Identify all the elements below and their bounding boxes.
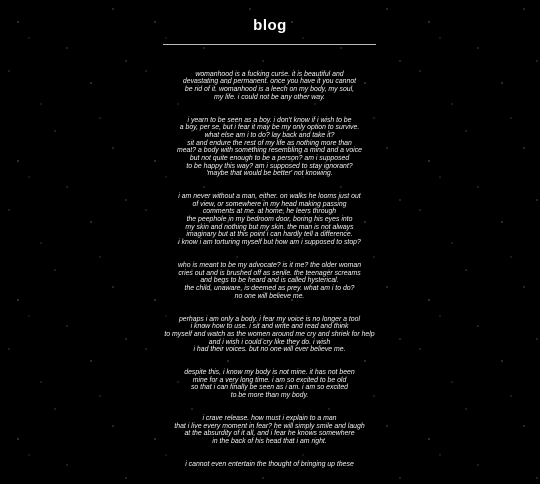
post-paragraph: i cannot even entertain the thought of bringing up these xyxy=(185,461,354,469)
post-paragraph: who is meant to be my advocate? is it me? the older woman cries out and is brushed off as senile. the teenager screams and begs to be heard and is called hysterical. the child, unaware, is deemed as prey. what am i to do? no one will believe me. xyxy=(177,262,362,300)
post-paragraph: despite this, i know my body is not mine. it has not been mine for a very long time. i am so excited to be old so that i can finally be seen as i am. i am so excited to be more than my body. xyxy=(184,369,355,400)
post-paragraph: i crave release. how must i explain to a man that i live every moment in fear? he will simply smile and laugh at the absurdity of it all, and i fear he knows somewhere in the back of his head that i am right. xyxy=(174,415,365,446)
blog-post xyxy=(152,63,387,484)
post-paragraph: womanhood is a fucking curse. it is beautiful and devastating and permanent. once you have it you cannot be rid of it. womanhood is a leech on my body, my soul, my life. i could not be any other way. xyxy=(182,70,357,101)
page-title: blog xyxy=(253,17,287,34)
post-paragraph: perhaps i am only a body. i fear my voice is no longer a tool i know how to use. i sit and write and read and think to myself and watch as the women around me cry and shriek for help and i wish i could cry like they do. i wish i had their voices. but no one will ever believe me. xyxy=(164,315,375,354)
post-paragraph: i am never without a man, either. on walks he looms just out of view, or somewhere in my head making passing comments at me. at home, he leers through the peephole in my bedroom door, boring his eyes into my skin and nothing but my skin. the man is not always imaginary but at this point i can hardly tell a difference. i know i am torturing myself but how am i supposed to stop? xyxy=(178,193,361,247)
title-divider xyxy=(163,44,376,45)
post-paragraph: i yearn to be seen as a boy. i don't know if i wish to be a boy, per se, but i fear it may be my only option to survive. what else am i to do? lay back and take it? sit and endure the rest of my life as nothing more than meat? a body with something resembling a mind and a voice but not quite enough to be a person? am i supposed to be happy this way? am i supposed to stay ignorant? 'maybe that would be better' not knowing. xyxy=(176,116,362,178)
